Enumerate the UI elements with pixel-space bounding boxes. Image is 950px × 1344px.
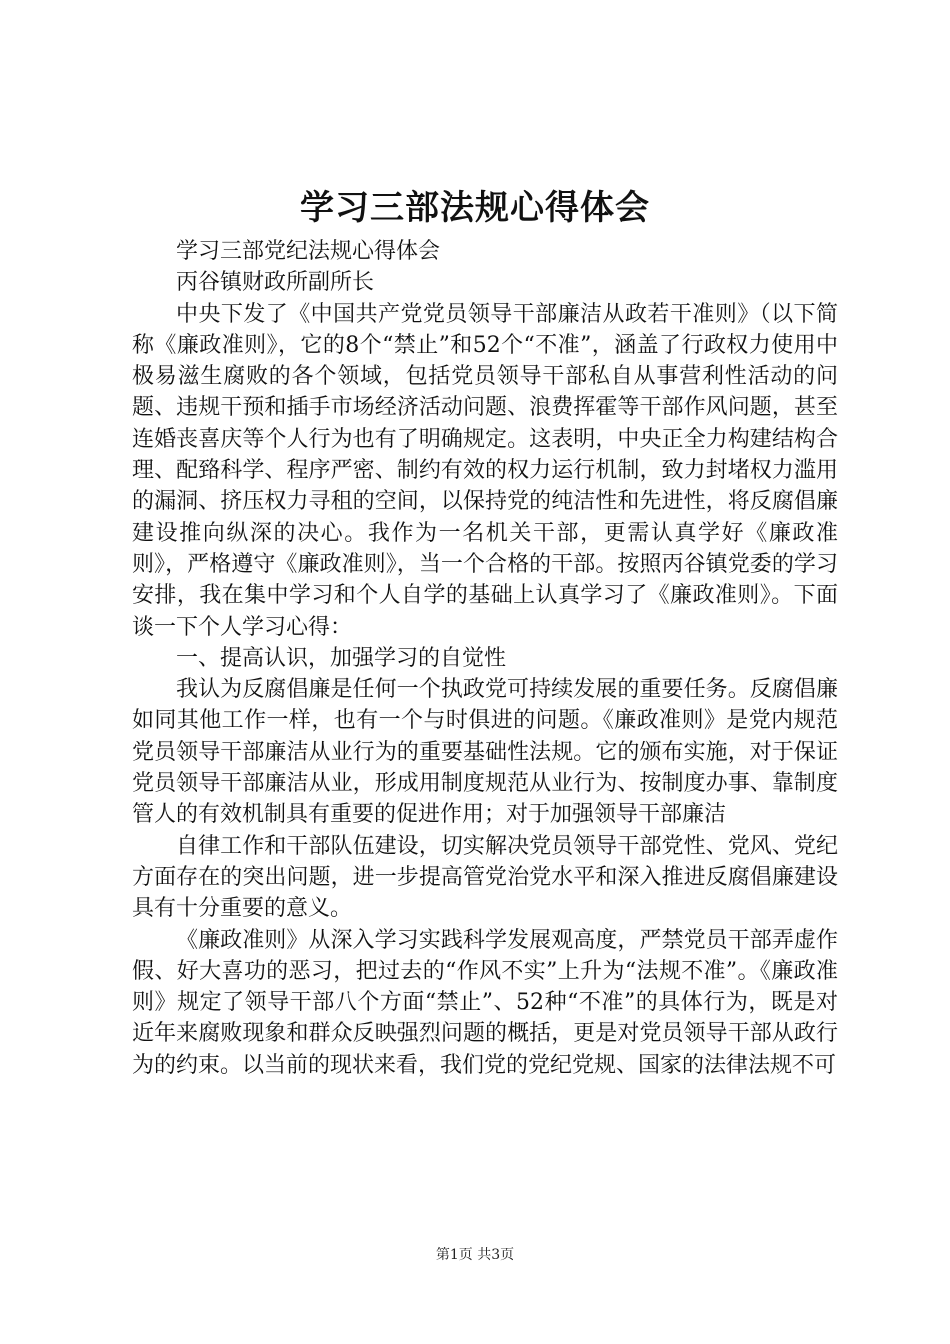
section-heading: 一、提高认识，加强学习的自觉性: [176, 645, 507, 671]
paragraph: 《廉政准则》从深入学习实践科学发展观高度，严禁党员干部弄虚作假、好大喜功的恶习，把过去的“作风不实”上升为“法规不准”。《廉政准则》规定了领导干部八个方面“禁止”、52种“不准”的具体行为，既是对近年来腐败现象和群众反映强烈问题的概括，更是对党员领导干部从政行为的约束。以当前的现状来看，我们党的党纪党规、国家的法律法规不可: [132, 927, 838, 1078]
paragraph-intro: 中央下发了《中国共产党党员领导干部廉洁从政若干准则》（以下简称《廉政准则》，它的8个“禁止”和52个“不准”，涵盖了行政权力使用中极易滋生腐败的各个领域，包括党员领导干部私自从事营利性活动的问题、违规干预和插手市场经济活动问题、浪费挥霍等干部作风问题，甚至连婚丧喜庆等个人行为也有了明确规定。这表明，中央正全力构建结构合理、配臵科学、程序严密、制约有效的权力运行机制，致力封堵权力滥用的漏洞、挤压权力寻租的空间，以保持党的纯洁性和先进性，将反腐倡廉建设推向纵深的决心。我作为一名机关干部，更需认真学好《廉政准则》，严格遵守《廉政准则》，当一个合格的干部。按照丙谷镇党委的学习安排，我在集中学习和个人自学的基础上认真学习了《廉政准则》。下面谈一下个人学习心得：: [132, 301, 838, 640]
page-title: 学习三部法规心得体会: [300, 188, 650, 228]
paragraph: 自律工作和干部队伍建设，切实解决党员领导干部党性、党风、党纪方面存在的突出问题，进一步提高管党治党水平和深入推进反腐倡廉建设具有十分重要的意义。: [132, 833, 838, 922]
document-body: [132, 236, 838, 1081]
author-line: 丙谷镇财政所副所长: [176, 270, 375, 296]
subtitle: 学习三部党纪法规心得体会: [176, 239, 441, 264]
paragraph: 我认为反腐倡廉是任何一个执政党可持续发展的重要任务。反腐倡廉如同其他工作一样，也有一个与时俱进的问题。《廉政准则》是党内规范党员领导干部廉洁从业行为的重要基础性法规。它的颁布实施，对于保证党员领导干部廉洁从业，形成用制度规范从业行为、按制度办事、靠制度管人的有效机制具有重要的促进作用；对于加强领导干部廉洁: [132, 677, 838, 828]
page-footer: 第1页 共3页: [435, 1247, 515, 1263]
